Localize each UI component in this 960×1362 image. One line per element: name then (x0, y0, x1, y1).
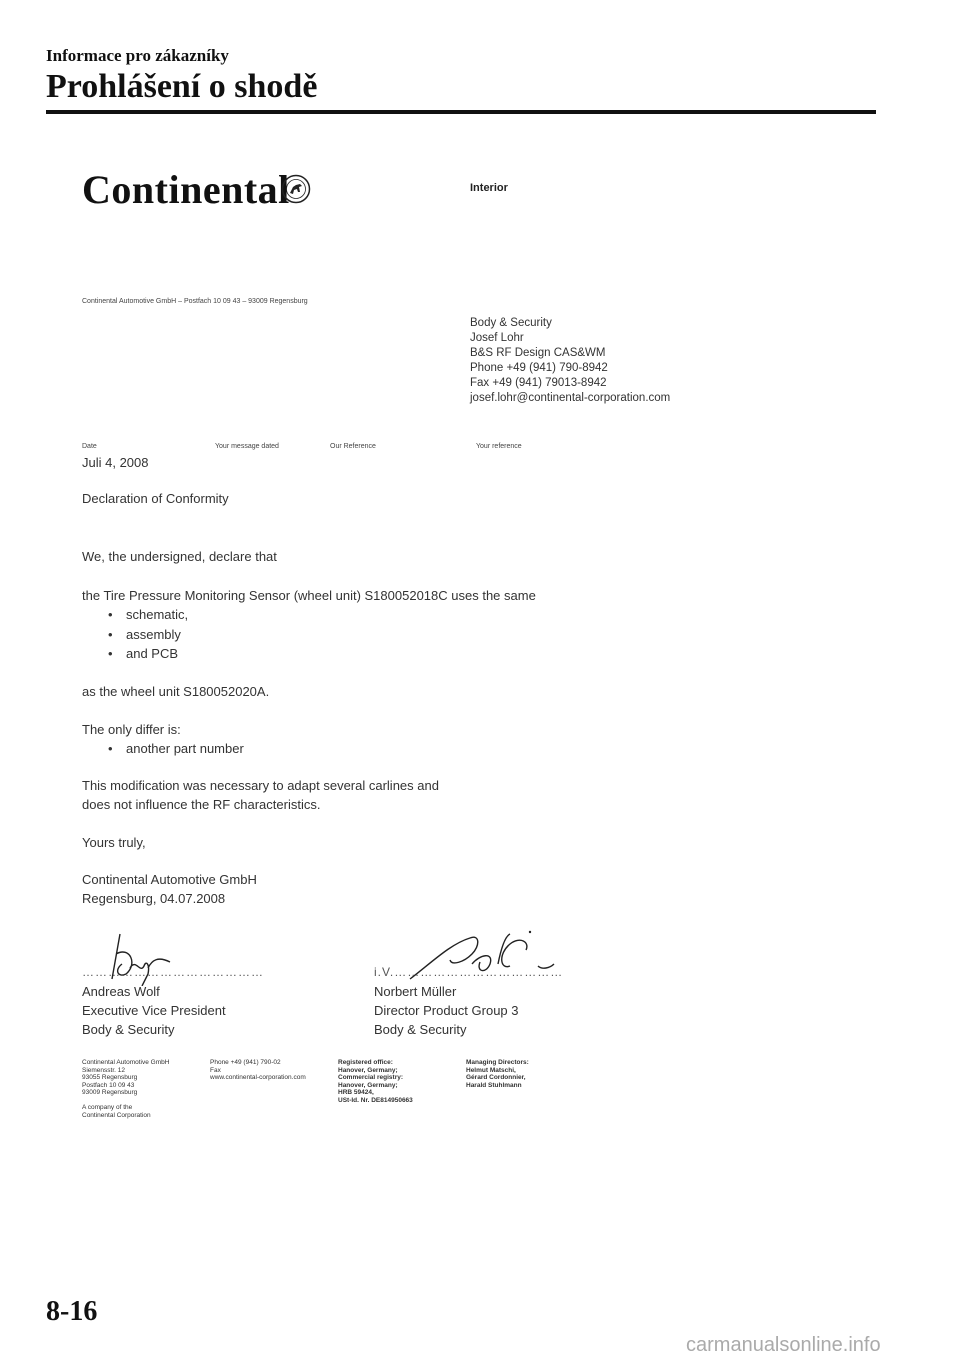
continental-logo: Continental (82, 167, 290, 212)
list-item: • schematic, (108, 607, 189, 622)
letter-subject: Declaration of Conformity (82, 491, 229, 506)
signatory-role: Executive Vice President (82, 1003, 226, 1018)
list-item: • another part number (108, 741, 244, 756)
message-dated-label: Your message dated (215, 443, 279, 450)
as-wheel-text: as the wheel unit S180052020A. (82, 684, 270, 699)
header-rule (46, 110, 876, 114)
signatory-name: Norbert Müller (374, 984, 457, 999)
page-number: 8-16 (46, 1296, 98, 1327)
company-name: Continental Automotive GmbH (82, 872, 257, 887)
date-label: Date (82, 443, 97, 450)
contact-line: B&S RF Design CAS&WM (470, 347, 606, 359)
our-reference-label: Our Reference (330, 443, 376, 450)
same-items-list (108, 605, 188, 664)
closing-text: Yours truly, (82, 835, 146, 850)
signatory-right (374, 982, 519, 1039)
your-reference-label: Your reference (476, 443, 522, 450)
signature-line-right: i.V.………………………………… (374, 965, 564, 979)
statement-text: the Tire Pressure Monitoring Sensor (wheel unit) S180052018C uses the same (82, 588, 536, 603)
place-date: Regensburg, 04.07.2008 (82, 891, 226, 906)
page-title: Prohlášení o shodě (46, 68, 318, 105)
list-item: • assembly (108, 626, 181, 642)
modification-line: This modification was necessary to adapt several carlines and (82, 778, 439, 793)
signatory-role: Director Product Group 3 (374, 1003, 519, 1018)
differ-items-list (108, 739, 244, 759)
signature-prefix: i.V. (374, 965, 395, 979)
contact-line: Phone +49 (941) 790-8942 (470, 362, 608, 374)
footer-col-directors: Managing Directors: Helmut Matschi, Gérard Cordonnier, Harald Stuhlmann (466, 1059, 529, 1089)
horse-seal-icon (281, 174, 311, 204)
contact-line: Fax +49 (941) 79013-8942 (470, 377, 607, 389)
signature-line-left: …………………………………… (82, 965, 264, 979)
division-label: Interior (470, 182, 508, 194)
intro-text: We, the undersigned, declare that (82, 549, 277, 564)
differ-intro-text: The only differ is: (82, 722, 181, 737)
company-place (82, 870, 257, 908)
footer-col-registry: Registered office: Hanover, Germany; Commercial registry: Hanover, Germany; HRB 59424, USt-Id. Nr. DE814950663 (338, 1059, 413, 1104)
contact-line: Body & Security (470, 317, 552, 329)
list-item: • and PCB (108, 646, 179, 661)
signatory-unit: Body & Security (374, 1022, 467, 1037)
section-label: Informace pro zákazníky (46, 46, 229, 65)
contact-line: Josef Lohr (470, 332, 524, 344)
sender-line: Continental Automotive GmbH – Postfach 10 09 43 – 93009 Regensburg (82, 298, 308, 305)
watermark: carmanualsonline.info (686, 1334, 881, 1356)
signatory-name: Andreas Wolf (82, 984, 160, 999)
signatory-unit: Body & Security (82, 1022, 175, 1037)
contact-block (470, 316, 670, 406)
signatory-left (82, 982, 226, 1039)
modification-line: does not influence the RF characteristics. (82, 797, 321, 812)
modification-text (82, 776, 439, 814)
footer-col-phone: Phone +49 (941) 790-02 Fax www.continental-corporation.com (210, 1059, 306, 1081)
footer-col-address: Continental Automotive GmbH Siemensstr. 12 93055 Regensburg Postfach 10 09 43 93009 Regensburg A company of the Continental Corporation (82, 1059, 170, 1119)
letter-date: Juli 4, 2008 (82, 455, 149, 470)
contact-email: josef.lohr@continental-corporation.com (470, 392, 671, 404)
